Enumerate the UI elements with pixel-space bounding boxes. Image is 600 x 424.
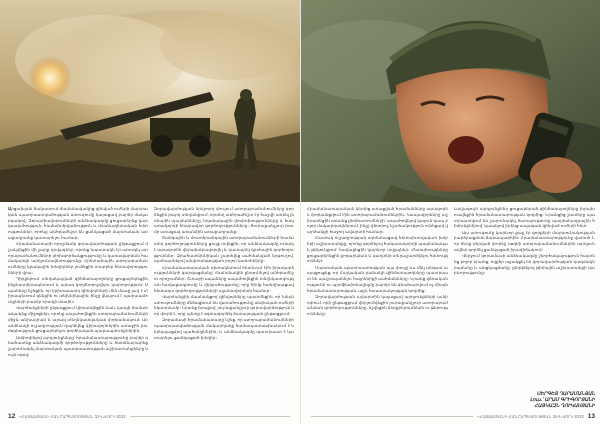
soldier-image	[301, 0, 600, 202]
left-column-2	[154, 206, 294, 410]
paragraph: Դիրքերում տեղակայված զինծառայողները ցուցաբերեցին ինքնատիրապետում և արագ կողմնորոշվելու կարողություն։ Սպաները նշեցին, որ երիտասարդ զինվորների մեծ մասը լավ է տիրապետում զենքին ու տեխնիկային, ինչը վկայում է պարապմունքների բարձր որակի մասին։	[8, 276, 148, 304]
paragraph: Այս ստուգումը կարևոր քայլ էր զորքերի մարտունակության բարձրացման ճանապարհին։ Հրամանատարությունը վստահ է, որ ձեռք բերված փորձը կօգնի ստորաբաժանումներին արդյունավետ գործել ցանկացած իրավիճակում։	[454, 229, 595, 252]
left-footer	[8, 412, 294, 420]
author-signature	[530, 392, 595, 410]
left-photo-artillery	[0, 0, 300, 202]
footer-rule	[130, 416, 290, 417]
left-body-text	[8, 206, 294, 410]
paragraph: Զորամասի հրամանատարը նշեց, որ ստորաբաժանումների պատրաստվածության մակարդակը համապատասխանում է ներկայացվող պահանջներին, և անձնակազմը պատրաստ է կատարելու ցանկացած խնդիր։	[154, 317, 294, 340]
right-photo-soldier	[301, 0, 600, 202]
paragraph: Հատուկ ուշադրության արժանացավ հետախուզական խմբերի աշխատանքը, որոնք գործելով հակառակորդի պայմանական թիկունքում՝ հավաքեցին կարևոր տվյալներ։ Հետախույզները ցուցաբերեցին քողարկման և գաղտնի տեղաշարժվելու հմտություններ։	[307, 235, 448, 264]
paragraph: Վարժանքների ընթացքում կիրառվեցին նաև կապի ժամանակակից միջոցներ, որոնք ապահովեցին ստորաբաժանումների միջև անխափան և արագ տեղեկատվական փոխանակում։ Առանձնակի ուշադրություն դարձվեց վիրավորներին առաջին բուժօգնություն ցուցաբերելու գործնական պարապմունքներին։	[8, 305, 148, 334]
paragraph: Վարժանքին մասնակցող զինվորները պատմեցին, որ նման ստուգումները մեծացնում են վստահությունը սեփական ուժերի նկատմամբ։ Նրանց խոսքով՝ յուրաքանչյուր զորավարժություն նոր փորձ է, որը պետք է օգտագործել ծառայության ընթացքում։	[154, 293, 294, 316]
signature-line: ՍԵՐԳԵՅ ՂԱՐԱՄԱՆՅԱՆ	[536, 392, 595, 397]
right-body-text	[307, 206, 595, 410]
right-page	[300, 0, 600, 424]
signature-line: Լուս.՝ ԱՐԱՄ ԳՐԻԳՈՐՅԱՆԻ	[529, 398, 595, 403]
running-head: «ՀԱՅԱՍՏԱՆԻ ՀԱՆՐԱՊԵՏՈՒԹՅԱՆ ԶԻՆՎՈՐ» 2013	[19, 413, 126, 419]
paragraph: Մարտական պատրաստության այս փուլը ևս մեկ անգամ ապացուցեց, որ Հայկական բանակի զինծառայողները պատրաստ են պաշտպանելու հայրենիքի սահմանները։ Նրանց վճռականությունն ու պրոֆեսիոնալիզմը բարձր են գնահատվում ոչ միայն հրամանատարության, այլև հասարակության կողմից։	[307, 264, 448, 293]
right-column-2	[454, 206, 595, 410]
footer-rule	[311, 416, 473, 417]
paragraph: Հրամանատարական կետից ստացված հրամանները արագորեն փոխանցվում էին ստորաբաժանումներին։ Կապավորները աշխատեցին առանց ընդհատումների՝ ապահովելով կայուն կապ բոլոր մակարդակներում, ինչը վճռորոշ նշանակություն ունեցավ վարժանքի հաջող ավարտի համար։	[307, 206, 448, 234]
paragraph: Վերջում զորամասի անձնակազմը շնորհակալություն հայտնեց բոլոր նրանց, ովքեր աջակցել են զորավարժության կազմակերպմանը և անցկացմանը՝ ընդգծելով թիմային աշխատանքի կարևորությունը։	[454, 253, 595, 276]
paragraph: Տանկային և մոտոհրաձգային ստորաբաժանումների համատեղ գործողությունները ցույց տվեցին, որ անձնակազմը ունակ է արագորեն վերախմբավորվել և կատարել գրոհային գործողություններ։ Զրահատեխնիկան շարժվեց սահմանված երթուղով՝ պահպանելով անվտանգության բոլոր կանոնները։	[154, 235, 294, 264]
paragraph: Հրամանատարական դիտակետում հետևում էին իրադարձությունների զարգացմանը՝ ժամանակին ընդունելով անհրաժեշտ որոշումներ։ Շտաբի սպաները ապահովեցին տեղեկատվության հավաքագրումը և վերլուծությունը, որը հիմք հանդիսացավ հետագա գործողությունների պլանավորման համար։	[154, 264, 294, 293]
paragraph: Զորավարժության երկրորդ փուլում ստորաբաժանումները գործեցին բարդ տեղանքում, որտեղ անհրաժեշտ էր հաշվի առնել լեռնային պայմանները, եղանակային փոփոխությունները և հակառակորդի հնարավոր գործողությունները։ Յուրաքանչյուր խումբ ստացավ առանձին առաջադրանք։	[154, 206, 294, 234]
left-column-1	[8, 206, 148, 410]
right-column-1	[307, 206, 448, 410]
right-footer	[307, 412, 595, 420]
paragraph: Լավագույն արդյունքներ ցուցաբերած զինծառայողները խրախուսվեցին հրամանատարության կողմից։ Նրանցից շատերը պատրաստվում են շարունակել ծառայությունը պայմանագրային հիմունքներով՝ կապելով իրենց ապագան զինված ուժերի հետ։	[454, 206, 595, 229]
paragraph: Զորավարժության ավարտին կայացավ արդյունքների ամփոփում, որի ընթացքում վերլուծվեցին յուրաքանչյուր ստորաբաժանման գործողությունները, նշվեցին ձեռքբերումներն ու թերությունները։	[307, 293, 448, 316]
paragraph: Ամփոփելով արդյունքները՝ հրամանատարությունը բարձր գնահատեց անձնակազմի գործողությունները և հանձնարարեց շարունակել մարտական պատրաստության աշխատանքները նույն ոգով։	[8, 334, 148, 357]
signature-line: ՀԱՅԿԱԶՆ ՂՈՒԿԱՍՅԱՆԻ	[534, 404, 595, 409]
page-number: 12	[8, 412, 16, 420]
paragraph: Հրամանատարի որոշմամբ զորավարժության ընթացքում մշակվեցին մի շարք դրվագներ, որոնց նպատակն էր ստուգել ստորաբաժանումների փոխգործակցությունը և կառավարման համակարգի արդյունավետությունը։ Հրետանային ստորաբաժանումները կրակային խնդիրներ լուծեցին տարբեր հեռավորությունների վրա։	[8, 241, 148, 275]
running-head: «ՀԱՅԱՍՏԱՆԻ ՀԱՆՐԱՊԵՏՈՒԹՅԱՆ ԶԻՆՎՈՐ» 2013	[477, 413, 584, 419]
page-number: 13	[587, 412, 595, 420]
artillery-image	[0, 0, 300, 202]
paragraph: Արցախյան ճակատում ժամանակակից զինված ուժերի մարտական պատրաստվածության ստուգումը կայացավ բարձր մակարդակով։ Զորամիավորումների անձնակազմը ցուցաբերեց կարգապահություն, համախմբվածություն և մասնագիտական հմտություններ, որոնք անհրաժեշտ են ցանկացած մարտական առաջադրանք կատարելու համար։	[8, 206, 148, 240]
